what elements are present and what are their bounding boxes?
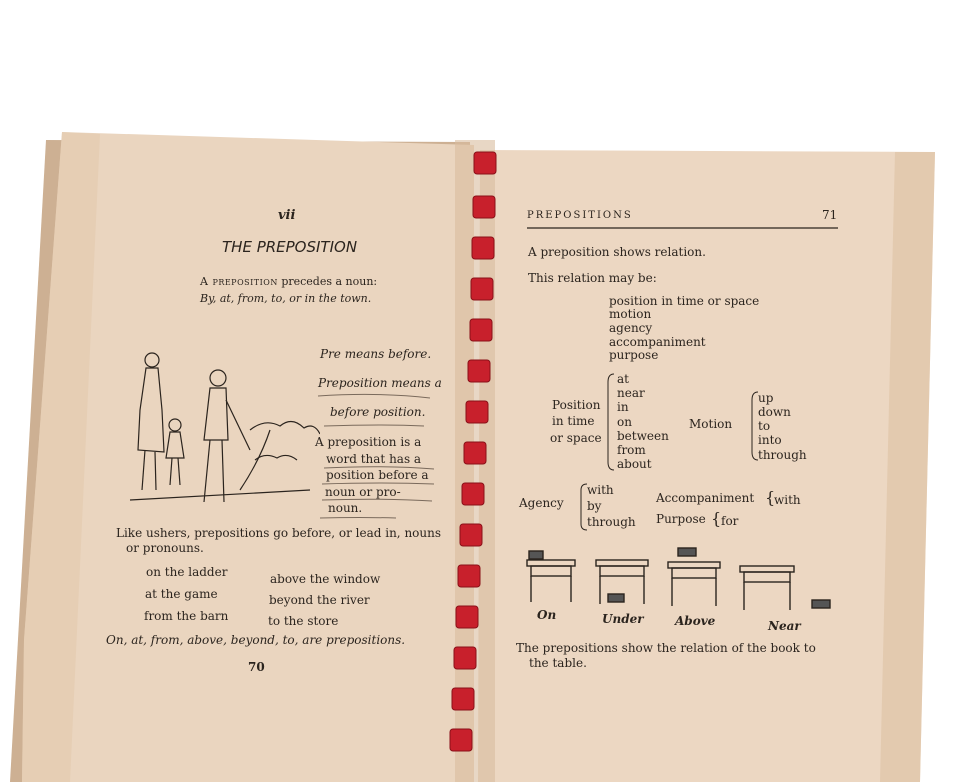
phrase-right-1: above the window [270,572,381,586]
phrase-right-2: beyond the river [269,593,370,607]
relation-type-1: position in time or space [609,294,760,308]
phrase-left-2: at the game [145,587,218,601]
position-word-4: on [617,415,632,429]
motion-word-1: up [758,391,774,405]
purpose-brace-icon: { [711,509,722,528]
position-word-6: from [617,443,646,457]
table-near-book-icon [736,560,836,616]
side-note-6: position before a [326,468,429,482]
purpose-word: for [721,514,739,528]
intro-rest: precedes a noun: [277,275,378,288]
agency-word-2: by [587,499,602,513]
side-note-8: noun. [328,501,363,515]
position-brace-icon [604,372,616,472]
position-label-2: in time [552,414,595,428]
purpose-label: Purpose [656,512,706,526]
agency-word-1: with [587,483,614,497]
position-label-1: Position [552,398,601,412]
phrase-left-1: on the ladder [146,565,228,579]
summary-line: On, at, from, above, beyond, to, are prepositions. [106,633,406,647]
accompaniment-label: Accompaniment [656,491,755,505]
position-word-1: at [617,372,629,386]
accompaniment-word: with [774,493,801,507]
caption-on: On [537,608,557,622]
position-label-3: or space [550,431,602,445]
ushers-line-1: Like ushers, prepositions go before, or lead in, nouns [116,526,442,540]
caption-above: Above [675,614,716,628]
position-word-3: in [617,400,629,414]
position-word-5: between [617,429,669,443]
closing-line-2: the table. [529,656,587,670]
running-header: PREPOSITIONS [527,210,633,221]
accompaniment-brace-icon: { [765,488,776,507]
motion-word-2: down [758,405,791,419]
position-word-7: about [617,457,652,471]
relation-type-2: motion [609,307,652,321]
side-note-7: noun or pro- [325,485,401,499]
phrase-right-3: to the store [268,614,339,628]
side-note-3: before position. [330,405,426,419]
position-word-2: near [617,386,645,400]
side-note-4-text: A preposition is a [315,435,422,449]
caption-under: Under [602,612,644,626]
phrase-left-3: from the barn [144,609,229,623]
motion-word-5: through [758,448,807,462]
ushers-line-2: or pronouns. [126,541,204,555]
motion-word-3: to [758,419,771,433]
table-above-book-icon [664,544,724,614]
relation-intro: This relation may be: [528,271,657,285]
table-on-book-icon [523,546,579,606]
left-page-number: 70 [248,660,265,674]
page-title: THE PREPOSITION [222,238,358,256]
intro-term: A preposition [200,275,278,288]
relation-type-3: agency [609,321,653,335]
intro-example: By, at, from, to, or in the town. [200,292,372,305]
caption-near: Near [768,619,801,633]
side-note-2: Preposition means a [318,376,442,390]
relation-type-4: accompaniment [609,335,706,349]
roman-numeral: vii [278,208,296,223]
side-note-5: word that has a [326,452,422,466]
motion-word-4: into [758,433,782,447]
agency-label: Agency [519,496,564,510]
relation-type-5: purpose [609,348,659,362]
closing-line-1: The prepositions show the relation of the book to [516,641,816,655]
motion-label: Motion [689,417,733,431]
right-page-number: 71 [822,208,838,222]
definition-line: A preposition shows relation. [528,245,706,259]
agency-word-3: through [587,515,636,529]
side-note-1: Pre means before. [320,347,432,361]
